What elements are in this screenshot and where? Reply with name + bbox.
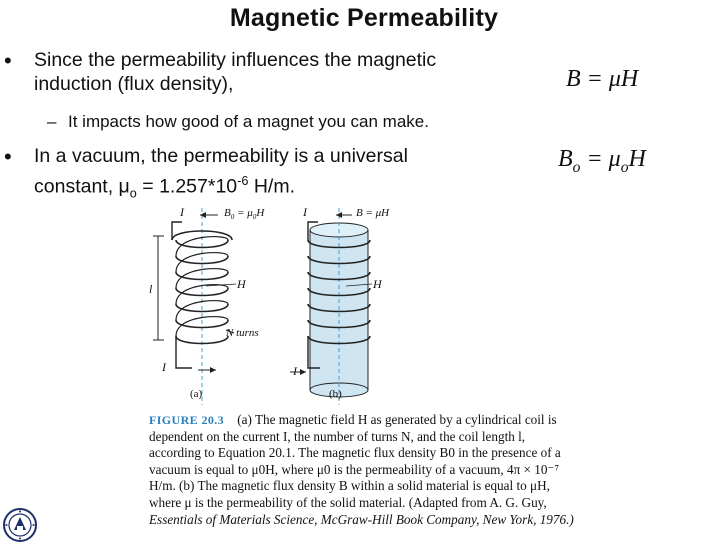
coil-b bbox=[290, 208, 372, 405]
label-n-turns: N turns bbox=[226, 327, 259, 339]
label-current-a-bottom: I bbox=[162, 360, 166, 374]
label-part-b: (b) bbox=[329, 388, 342, 400]
bullet-2-line-1: In a vacuum, the permeability is a universal bbox=[34, 145, 408, 167]
sub-bullet-1: It impacts how good of a magnet you can make. bbox=[68, 112, 429, 131]
bullet-marker: • bbox=[4, 144, 12, 169]
label-h-a: H bbox=[237, 277, 246, 291]
label-current-b-bottom: I bbox=[293, 364, 297, 378]
equation-b-mu-h: B = μH bbox=[566, 66, 639, 92]
university-seal-icon bbox=[3, 508, 37, 542]
equation-b0-mu0-h: $B_o = \mu_oH$ bbox=[558, 146, 646, 176]
coil-figure bbox=[140, 200, 440, 410]
bullet-marker: • bbox=[4, 48, 12, 73]
label-b-mu-h: B = μH bbox=[356, 207, 390, 219]
bullet-1-line-2: induction (flux density), bbox=[34, 73, 234, 95]
label-part-a: (a) bbox=[190, 388, 203, 400]
figure-caption: FIGURE 20.3 (a) The magnetic field H as generated by a cylindrical coil is dependent on the current I, the number of turns N, and the coil length l, according to Equation 20.1. The magnetic flux density B0 in the presence of a vacuum is equal to μ0H, where μ0 is the permeability of a vacuum, 4π × 10⁻⁷ H/m. (b) The magnetic flux density B within a solid material is equal to μH, where μ is the permeability of the solid material. (Adapted from A. G. Guy, Essentials of Materials Science, McGraw-Hill Book Company, New York, 1976.) bbox=[149, 412, 574, 527]
coil-a bbox=[153, 208, 236, 405]
label-h-b: H bbox=[373, 277, 382, 291]
label-length: l bbox=[149, 282, 153, 296]
bullet-2-line-2: constant, $\mu_o = 1.257*10^{-6}$ H/m. bbox=[34, 174, 296, 201]
slide-title: Magnetic Permeability bbox=[229, 4, 499, 32]
label-current-b: I bbox=[303, 205, 307, 219]
bullet-1-line-1: Since the permeability influences the magnetic bbox=[34, 49, 437, 71]
label-b0-mu0-h: $B_0 = \mu_0H$ bbox=[224, 207, 265, 222]
sub-bullet-marker: – bbox=[47, 112, 57, 131]
label-current-a: I bbox=[180, 205, 184, 219]
